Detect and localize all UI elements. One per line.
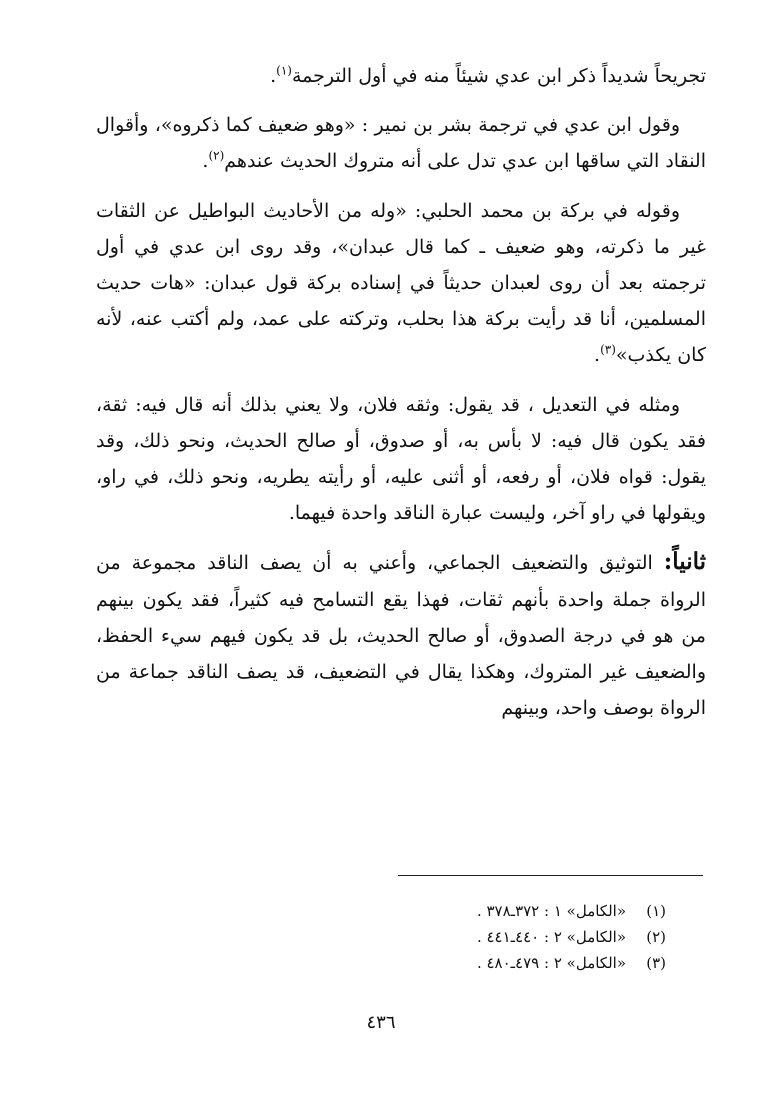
footnote-number: (٣) bbox=[646, 954, 666, 972]
paragraph-5-text: التوثيق والتضعيف الجماعي، وأعني به أن يصف الناقد مجموعة من الرواة جملة واحدة بأنهم ثقات، فهذا يقع التسامح فيه كثيراً، فقد يكون بينهم من هو في درجة الصدوق، أو صالح الحديث، بل قد يكون فيهم سيء الحفظ، والضعيف غير المتروك، وهكذا يقال في التضعيف، قد يصف الناقد جماعة من الرواة بوصف واحد، وبينهم bbox=[96, 552, 706, 720]
footnote-ref-2: (٢) bbox=[208, 149, 225, 164]
footnote-number: (١) bbox=[646, 902, 666, 920]
section-lead-heading: ثانياً: bbox=[663, 548, 706, 576]
paragraph-1-text: تجريحاً شديداً ذكر ابن عدي شيئاً منه في أول الترجمة bbox=[291, 65, 706, 87]
footnote-divider bbox=[398, 875, 703, 876]
footnotes bbox=[96, 898, 666, 976]
footnote-ref-1: (١) bbox=[276, 63, 292, 78]
footnote-1 bbox=[96, 898, 666, 924]
paragraph-4 bbox=[96, 387, 706, 532]
paragraph-3 bbox=[96, 193, 706, 374]
paragraph-4-text: ومثله في التعديل ، قد يقول: وثقه فلان، ولا يعني بذلك أنه قال فيه: ثقة، فقد يكون قال فيه: لا بأس به، أو صدوق، أو صالح الحديث، ونحو ذلك، وقد يقول: قواه فلان، أو رفعه، أو أثنى عليه، أو رأيته يطريه، ونحو ذلك، في راو، ويقولها في راو آخر، وليست عبارة الناقد واحدة فيهما. bbox=[96, 393, 706, 525]
footnote-2 bbox=[96, 924, 666, 950]
paragraph-1 bbox=[96, 58, 706, 94]
footnote-ref-3: (٣) bbox=[600, 343, 616, 358]
paragraph-5 bbox=[96, 544, 706, 726]
footnote-text: «الكامل» ٢ : ٤٤٠ـ٤٤١ . bbox=[476, 928, 626, 946]
paragraph-2-end: . bbox=[202, 150, 209, 173]
paragraph-3-end: . bbox=[594, 344, 601, 367]
paragraph-3-text: وقوله في بركة بن محمد الحلبي: «وله من الأحاديث البواطيل عن الثقات غير ما ذكرته، وهو ضعيف ـ كما قال عبدان»، وقد روى ابن عدي في أول ترجمته بعد أن روى لعبدان حديثاً في إسناده بركة قول عبدان: «هات حديث المسلمين، أنا قد رأيت بركة هذا بحلب، وتركته على عمد، ولم أكتب عنه، لأنه كان يكذب» bbox=[96, 199, 706, 367]
main-text bbox=[96, 58, 706, 739]
footnote-text: «الكامل» ١ : ٣٧٢ـ٣٧٨ . bbox=[476, 902, 626, 920]
page-number: ٤٣٦ bbox=[366, 1012, 396, 1033]
footnote-3 bbox=[96, 950, 666, 976]
footnote-number: (٢) bbox=[646, 928, 666, 946]
paragraph-2 bbox=[96, 107, 706, 179]
footnote-text: «الكامل» ٢ : ٤٧٩ـ٤٨٠ . bbox=[476, 954, 626, 972]
paragraph-2-text: وقول ابن عدي في ترجمة بشر بن نمير : «وهو ضعيف كما ذكروه»، وأقوال النقاد التي ساقها ابن عدي تدل على أنه متروك الحديث عندهم bbox=[96, 114, 706, 173]
paragraph-1-end: . bbox=[270, 65, 277, 87]
